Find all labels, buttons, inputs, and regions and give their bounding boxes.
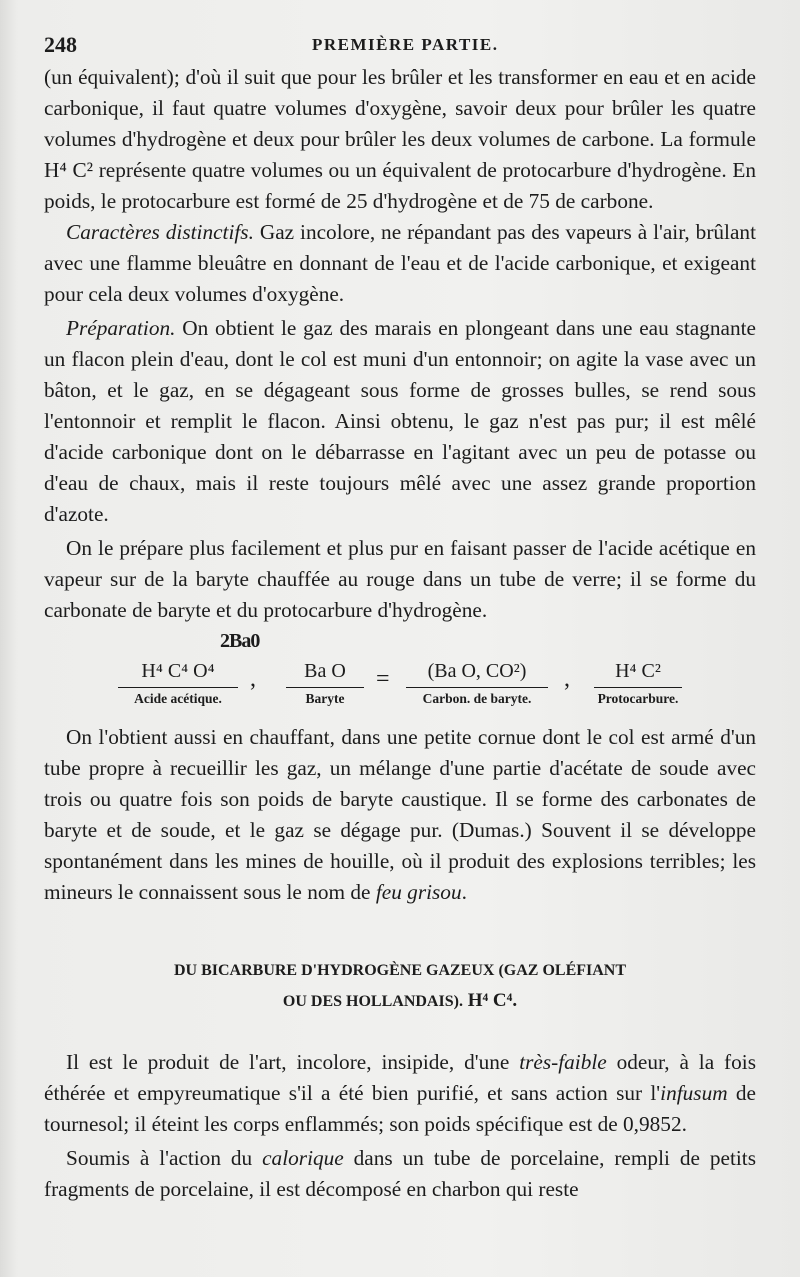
paragraph-characters: [44, 217, 756, 310]
preparation-text: On obtient le gaz des marais en plongeant dans une eau stagnante un flacon plein d'eau, dont le col est muni d'un entonnoir; on agite la vase avec un bâton, et le gaz, en se dégageant sous forme de grosses bulles, se rend sous l'entonnoir et remplit le flacon. Ainsi obtenu, le gaz n'est pas pur; il est mêlé d'acide carbonique dont on le débarrasse en l'agitant avec un peu de potasse ou d'eau de chaux, mais il reste toujours mêlé avec une assez grande proportion d'azote.: [44, 316, 756, 526]
characters-text: Gaz incolore, ne répandant pas des vapeurs à l'air, brûlant avec une flamme bleuâtre en donnant de l'eau et de l'acide carbonique, et exigeant pour cela deux volumes d'oxygène.: [44, 220, 756, 306]
paragraph-intro: (un équivalent); d'où il suit que pour les brûler et les transformer en eau et en acide carbonique, il faut quatre volumes d'oxygène, savoir deux pour brûler les quatre volumes d'hydrogène et deux pour brûler les deux volumes de carbone. La formule H⁴ C² représente quatre volumes ou un équivalent de protocarbure d'hydrogène. En poids, le protocarbure est formé de 25 d'hydrogène et de 75 de carbone.: [44, 65, 756, 213]
term-formula: H⁴ C⁴ O⁴: [118, 658, 238, 688]
term-label: Baryte: [305, 691, 345, 706]
section-subtitle-b: OU DES HOLLANDAIS).: [282, 993, 463, 1010]
term-protocarbure: [594, 658, 682, 707]
sodium-acetate-text: On l'obtient aussi en chauffant, dans une petite cornue dont le col est armé d'un tube propre à recueillir les gaz, un mélange d'une partie d'acétate de soude avec trois ou quatre fois son poids de baryte caustique. Il se forme des carbonates de baryte et de soude, et le gaz se dégage pur. (Dumas.) Souvent il se développe spontanément dans les mines de houille, où il produit des explosions terribles; les mineurs le connaissent sous le nom de: [44, 725, 756, 904]
section-spacer: [44, 1017, 756, 1047]
term-formula: H⁴ C²: [594, 658, 682, 688]
term-label: Carbon. de baryte.: [422, 691, 532, 706]
running-title: PREMIÈRE PARTIE.: [312, 35, 499, 54]
paragraph-properties: [44, 1047, 756, 1140]
calorique-text-a: Soumis à l'action du: [66, 1146, 263, 1170]
page-number: 248: [44, 32, 77, 57]
term-label: Protocarbure.: [597, 691, 679, 706]
section-heading: [44, 956, 756, 1017]
calorique-text-b: dans un tube de porcelaine, rempli de petits fragments de porcelaine, il est décomposé en charbon qui reste: [44, 1146, 756, 1201]
chemical-equation: [44, 630, 756, 716]
comma-operator: ,: [250, 666, 256, 692]
page-body: [44, 62, 756, 1205]
comma-operator: ,: [564, 666, 570, 692]
handwritten-ink-mark: 2Ba0: [220, 630, 260, 652]
term-carbonate: [406, 658, 548, 707]
properties-text-b: odeur, à la fois éthérée et empyreumatique s'il a été bien purifié, et sans action sur l': [44, 1050, 756, 1105]
characters-label: Caractères distinctifs.: [66, 220, 254, 244]
properties-emphasis-2: infusum: [660, 1081, 728, 1105]
properties-emphasis-1: très-faible: [519, 1050, 607, 1074]
calorique-emphasis: calorique: [262, 1146, 344, 1170]
term-formula: Ba O: [286, 658, 364, 688]
sodium-acetate-end: .: [461, 880, 467, 904]
paragraph-acetic-method: On le prépare plus facilement et plus pur en faisant passer de l'acide acétique en vapeur sur de la baryte chauffée au rouge dans un tube de verre; il se forme du carbonate de baryte et du protocarbure d'hydrogène.: [44, 536, 756, 622]
page-header: [44, 32, 760, 60]
term-formula: (Ba O, CO²): [406, 658, 548, 688]
properties-text-c: de tournesol; il éteint les corps enflammés; son poids spécifique est de 0,9852.: [44, 1081, 756, 1136]
section-title: DU BICARBURE D'HYDROGÈNE GAZEUX: [173, 962, 495, 979]
section-heading-line-2: [44, 986, 756, 1017]
term-label: Acide acétique.: [134, 691, 222, 706]
paragraph-preparation: [44, 313, 756, 530]
section-formula: H⁴ C⁴.: [462, 990, 518, 1011]
term-acetic-acid: [118, 658, 238, 707]
properties-text-a: Il est le produit de l'art, incolore, insipide, d'une: [66, 1050, 520, 1074]
paragraph-calorique: [44, 1143, 756, 1205]
equals-operator: =: [376, 666, 390, 692]
paragraph-sodium-acetate: [44, 722, 756, 908]
feu-grisou-term: feu grisou: [375, 880, 462, 904]
section-heading-line-1: [44, 956, 756, 986]
term-baryte: [286, 658, 364, 707]
preparation-label: Préparation.: [66, 316, 176, 340]
section-subtitle-a: (GAZ OLÉFIANT: [494, 962, 627, 979]
